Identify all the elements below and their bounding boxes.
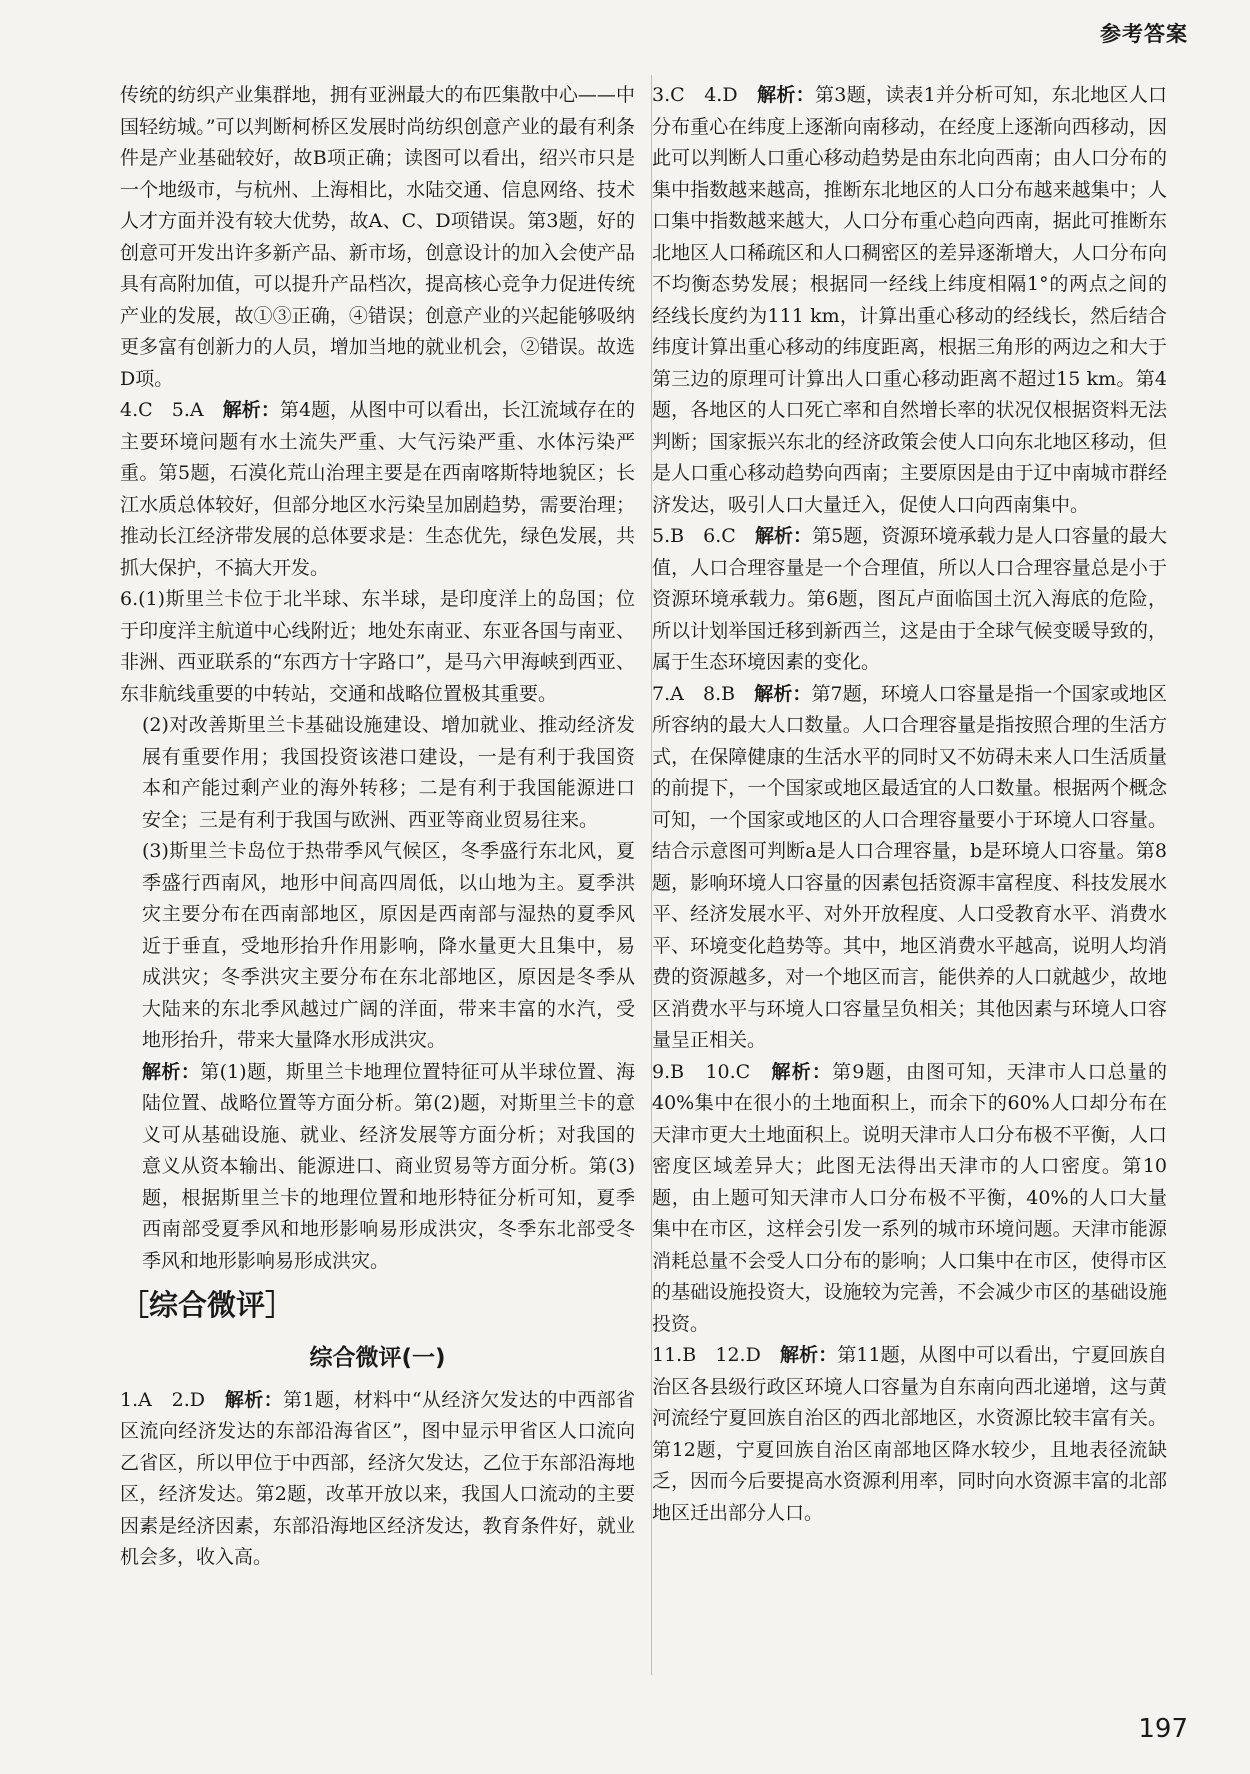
analysis-text: 第7题，环境人口容量是指一个国家或地区所容纳的最大人口数量。人口合理容量是指按照合理的生活方式，在保障健康的生活水平的同时又不妨碍未来人口生活质量的前提下，一个国家或地区最适宜的人口数量。根据两个概念可知，一个国家或地区的人口合理容量要小于环境人口容量。结合示意图可判断a是人口合理容量，b是环境人口容量。第8题，影响环境人口容量的因素包括资源丰富程度、科技发展水平、经济发展水平、对外开放程度、人口受教育水平、消费水平、环境变化趋势等。其中，地区消费水平越高，说明人均消费的资源越多，对一个地区而言，能供养的人口就越少，故地区消费水平与环境人口容量呈负相关；其他因素与环境人口容量呈正相关。	[652, 682, 1167, 1051]
answer-keys: 1.A 2.D	[120, 1388, 225, 1411]
answer-keys: 11.B 12.D	[652, 1344, 781, 1366]
answer-keys: 3.C 4.D	[652, 84, 758, 106]
answer-3-4	[652, 80, 1167, 521]
answer-1-2	[120, 1385, 635, 1574]
answer-keys: 9.B 10.C	[652, 1060, 772, 1083]
page-number: 197	[1138, 1714, 1188, 1744]
analysis-label: 解析：	[142, 1060, 201, 1083]
analysis-label: 解析：	[754, 525, 813, 547]
analysis-text: 第9题，由图可知，天津市人口总量的40%集中在很小的土地面积上，而余下的60%人口却分布在天津市更大土地面积上。说明天津市人口分布极不平衡，人口密度区域差异大；此图无法得出天津市的人口密度。第10题，由上题可知天津市人口分布极不平衡，40%的人口大量集中在市区，这样会引发一系列的城市环境问题。天津市能源消耗总量不会受人口分布的影响；人口集中在市区，使得市区的基础设施投资大，设施较为完善，不会减少市区的基础设施投资。	[652, 1060, 1167, 1335]
answer-keys: 5.B 6.C	[652, 525, 755, 547]
analysis-text: 第1题，材料中“从经济欠发达的中西部省区流向经济发达的东部沿海省区”，图中显示甲省区人口流向乙省区，所以甲位于中西部，经济欠发达，乙位于东部沿海地区，经济发达。第2题，改革开放以来，我国人口流动的主要因素是经济因素，东部沿海地区经济发达，教育条件好，就业机会多，收入高。	[120, 1388, 635, 1568]
analysis-label: 解析：	[780, 1344, 838, 1366]
answer-6-3: (3)斯里兰卡岛位于热带季风气候区，冬季盛行东北风，夏季盛行西南风，地形中间高四周低，以山地为主。夏季洪灾主要分布在西南部地区，原因是西南部与湿热的夏季风近于垂直，受地形抬升作用影响，降水量更大且集中，易成洪灾；冬季洪灾主要分布在东北部地区，原因是冬季从大陆来的东北季风越过广阔的洋面，带来丰富的水汽，受地形抬升，带来大量降水形成洪灾。	[142, 840, 635, 1051]
analysis-text: 第5题，资源环境承载力是人口容量的最大值，人口合理容量是一个合理值，所以人口合理容量总是小于资源环境承载力。第6题，图瓦卢面临国土沉入海底的危险，所以计划举国迁移到新西兰，这是由于全球气候变暖导致的，属于生态环境因素的变化。	[652, 525, 1167, 673]
analysis-text: 第(1)题，斯里兰卡地理位置特征可从半球位置、海陆位置、战略位置等方面分析。第(2)题，对斯里兰卡的意义可从基础设施、就业、经济发展等方面分析；对我国的意义从资本输出、能源进口、商业贸易等方面分析。第(3)题，根据斯里兰卡的地理位置和地形特征分析可知，夏季西南部受夏季风和地形影响易形成洪灾，冬季东北部受冬季风和地形影响易形成洪灾。	[142, 1060, 635, 1272]
analysis-label: 解析：	[754, 682, 812, 705]
analysis-label: 解析：	[757, 84, 815, 106]
analysis-text: 第11题，从图中可以看出，宁夏回族自治区各县级行政区环境人口容量为自东南向西北递增，这与黄河流经宁夏回族自治区的西北部地区，水资源比较丰富有关。第12题，宁夏回族自治区南部地区降水较少，且地表径流缺乏，因而今后要提高水资源利用率，同时向水资源丰富的北部地区迁出部分人口。	[652, 1344, 1167, 1524]
analysis-label: 解析：	[224, 1388, 284, 1411]
section-subtitle: 综合微评(一)	[309, 1345, 446, 1371]
answer-keys: 7.A 8.B	[652, 682, 755, 705]
paragraph: 传统的纺织产业集群地，拥有亚洲最大的布匹集散中心——中国轻纺城。”可以判断柯桥区发展时尚纺织创意产业的最有利条件是产业基础较好，故B项正确；读图可以看出，绍兴市只是一个地级市，与杭州、上海相比，水陆交通、信息网络、技术人才方面并没有较大优势，故A、C、D项错误。第3题，好的创意可开发出许多新产品、新市场，创意设计的加入会使产品具有高附加值，可以提升产品档次，提高核心竞争力促进传统产业的发展，故①③正确，④错误；创意产业的兴起能够吸纳更多富有创新力的人员，增加当地的就业机会，②错误。故选D项。	[120, 84, 635, 390]
answer-6-2: (2)对改善斯里兰卡基础设施建设、增加就业、推动经济发展有重要作用；我国投资该港口建设，一是有利于我国资本和产能过剩产业的海外转移；二是有利于我国能源进口安全；三是有利于我国与欧洲、西亚等商业贸易往来。	[142, 714, 635, 831]
answer-4-5	[120, 395, 635, 584]
analysis-text: 第4题，从图中可以看出，长江流域存在的主要环境问题有水土流失严重、大气污染严重、水体污染严重。第5题，石漠化荒山治理主要是在西南喀斯特地貌区；长江水质总体较好，但部分地区水污染呈加剧趋势，需要治理；推动长江经济带发展的总体要求是：生态优先，绿色发展，共抓大保护，不搞大开发。	[120, 399, 636, 579]
answer-6-1: 6.(1)斯里兰卡位于北半球、东半球，是印度洋上的岛国；位于印度洋主航道中心线附近；地处东南亚、东亚各国与南亚、非洲、西亚联系的“东西方十字路口”，是马六甲海峡到西亚、东非航线重要的中转站，交通和战略位置极其重要。	[120, 588, 635, 705]
analysis-text: 第3题，读表1并分析可知，东北地区人口分布重心在纬度上逐渐向南移动，在经度上逐渐向西移动，因此可以判断人口重心移动趋势是由东北向西南；由人口分布的集中指数越来越高，推断东北地区的人口分布越来越集中；人口集中指数越来越大，人口分布重心趋向西南，据此可推断东北地区人口稀疏区和人口稠密区的差异逐渐增大，人口分布向不均衡态势发展；根据同一经线上纬度相隔1°的两点之间的经线长度约为111 km，计算出重心移动的经线长，然后结合纬度计算出重心移动的纬度距离，根据三角形的两边之和大于第三边的原理可计算出人口重心移动距离不超过15 km。第4题，各地区的人口死亡率和自然增长率的状况仅根据资料无法判断；国家振兴东北的经济政策会使人口向东北地区移动，但是人口重心移动趋势向西南；主要原因是由于辽中南城市群经济发达，吸引人口大量迁入，促使人口向西南集中。	[652, 84, 1167, 516]
answer-keys: 4.C 5.A	[120, 399, 223, 421]
page-header: 参考答案	[1100, 22, 1188, 46]
answer-5-6	[652, 521, 1167, 679]
answer-11-12	[652, 1340, 1167, 1529]
left-column	[120, 80, 635, 1574]
analysis-label: 解析：	[222, 399, 280, 421]
section-heading: ［综合微评］	[120, 1288, 295, 1322]
answer-7-8	[652, 679, 1167, 1057]
right-column	[652, 80, 1167, 1529]
analysis-label: 解析：	[771, 1060, 833, 1083]
answer-9-10	[652, 1057, 1167, 1341]
answer-6-analysis	[120, 1057, 635, 1278]
